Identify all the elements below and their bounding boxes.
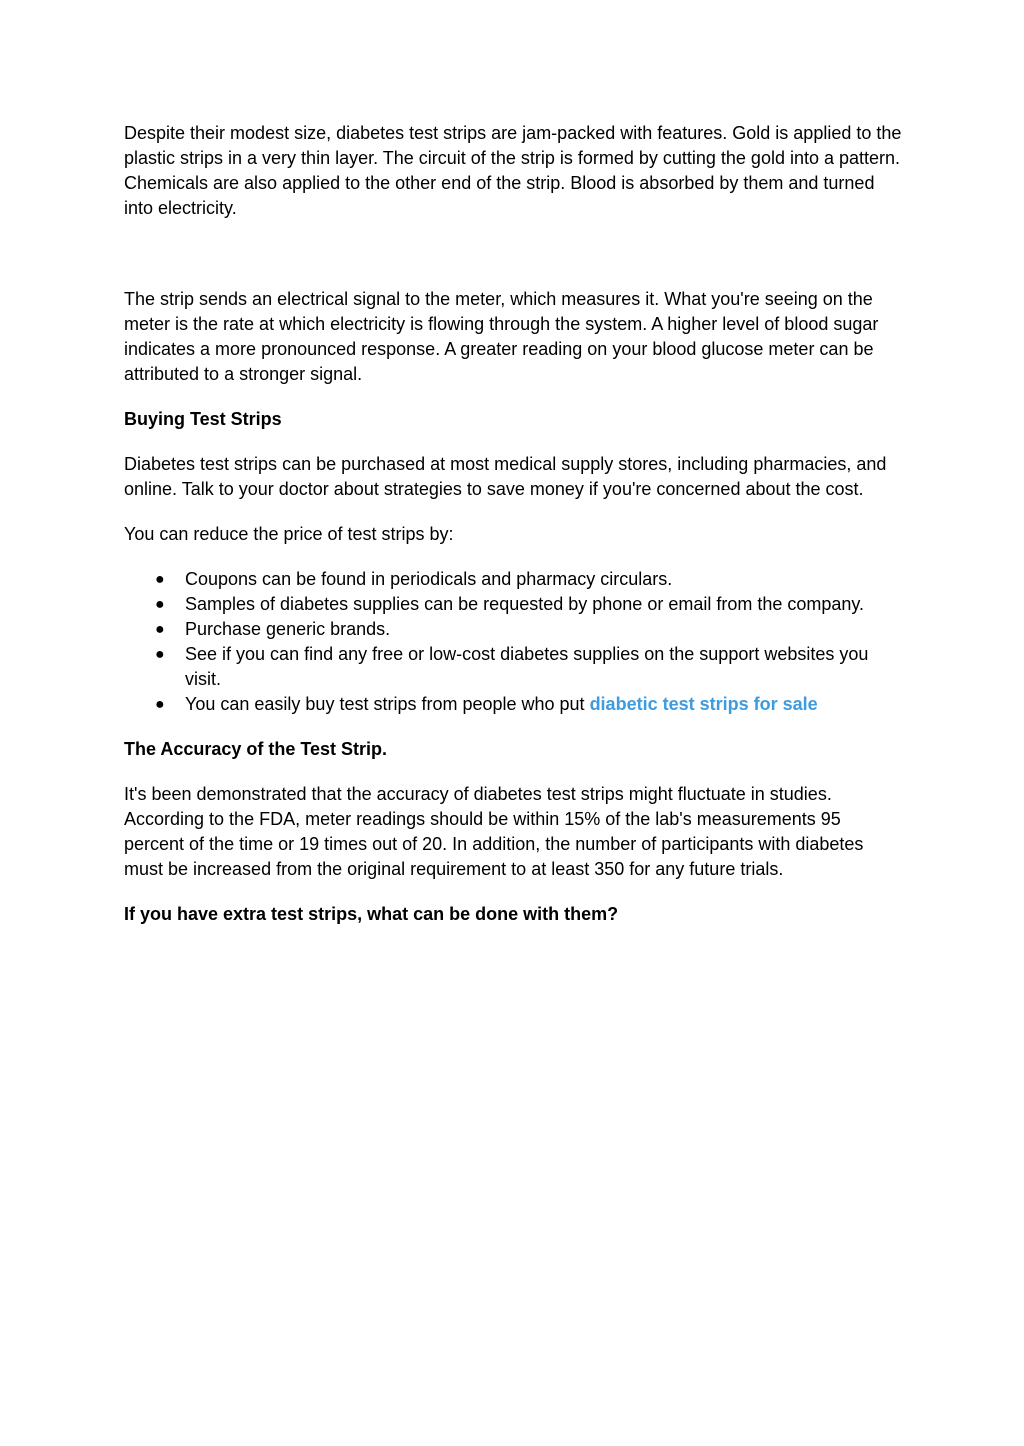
heading-extra-test-strips: If you have extra test strips, what can be done with them? [124, 904, 619, 924]
list-item [124, 617, 904, 642]
bullet-icon: ● [155, 646, 165, 663]
paragraph-accuracy-studies: It's been demonstrated that the accuracy of diabetes test strips might fluctuate in studies. According to the FDA, meter readings should be within 15% of the lab's measurements 95 percent of the time or 19 times out of 20. In addition, the number of participants with diabetes must be increased from the original requirement to at least 350 for any future trials. [124, 784, 864, 879]
paragraph-electrical-signal: The strip sends an electrical signal to the meter, which measures it. What you're seeing on the meter is the rate at which electricity is flowing through the system. A higher level of blood sugar indicates a more pronounced response. A greater reading on your blood glucose meter can be attributed to a stronger signal. [124, 289, 879, 384]
list-item-text: You can easily buy test strips from people who put [185, 694, 590, 714]
bullet-icon: ● [155, 621, 165, 638]
bullet-icon: ● [155, 596, 165, 613]
list-item-text: Samples of diabetes supplies can be requested by phone or email from the company. [185, 594, 865, 614]
bullet-icon: ● [155, 571, 165, 588]
list-item [124, 692, 904, 717]
bullet-icon: ● [155, 696, 165, 713]
list-item [124, 592, 904, 617]
heading-accuracy: The Accuracy of the Test Strip. [124, 739, 388, 759]
list-item-text: Coupons can be found in periodicals and pharmacy circulars. [185, 569, 673, 589]
document-page [124, 121, 904, 947]
paragraph-purchase-locations: Diabetes test strips can be purchased at most medical supply stores, including pharmacies, and online. Talk to your doctor about strategies to save money if you're concerned about the cost. [124, 454, 887, 499]
list-item-text: See if you can find any free or low-cost diabetes supplies on the support websites you visit. [185, 644, 869, 689]
diabetic-test-strips-link[interactable]: diabetic test strips for sale [589, 694, 818, 714]
list-item-text: Purchase generic brands. [185, 619, 391, 639]
list-item [124, 567, 904, 592]
paragraph-reduce-price-intro: You can reduce the price of test strips by: [124, 524, 454, 544]
list-item [124, 642, 904, 692]
paragraph-test-strip-features: Despite their modest size, diabetes test strips are jam-packed with features. Gold is applied to the plastic strips in a very thin layer. The circuit of the strip is formed by cutting the gold into a pattern. Chemicals are also applied to the other end of the strip. Blood is absorbed by them and turned into electricity. [124, 123, 902, 218]
price-reduction-list [124, 567, 904, 717]
heading-buying-test-strips: Buying Test Strips [124, 409, 282, 429]
